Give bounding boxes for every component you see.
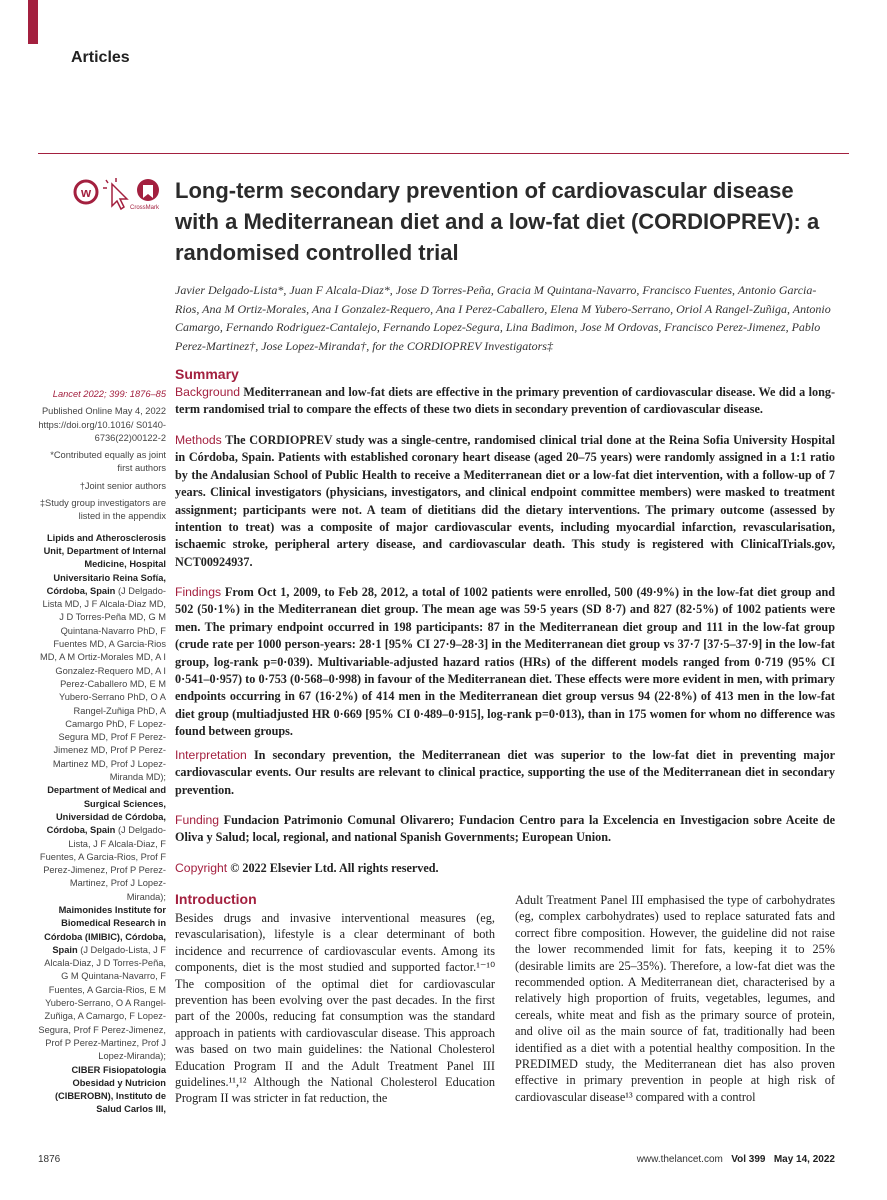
affiliation-4 xyxy=(38,1064,166,1117)
journal-site-link[interactable]: www.thelancet.com xyxy=(636,1154,723,1165)
issue-date: May 14, 2022 xyxy=(773,1154,835,1165)
article-title: Long-term secondary prevention of cardiovascular disease with a Mediterranean diet and a low-fat diet (CORDIOPREV): a randomised controlled trial xyxy=(175,178,820,265)
volume: Vol 399 xyxy=(731,1154,766,1165)
introduction-column-2: Adult Treatment Panel III emphasised the type of carbohydrates (eg, complex carbohydrates) used to replace saturated fats and correct fibre composition. However, the guideline did not raise the lower recommended limit for fats, keeping it to 25% (desirable limits are 25–35%). Therefore, a low-fat diet was the recommended option. A Mediterranean diet, characterised by a relatively high proportion of fruits, vegetables, legumes, and cereals, white meat and fish as the primary source of protein, and olive oil as the main source of fat, traditionally had been identified as a diet with a potential healthy composition. In the PREDIMED study, the Mediterranean diet has also proven effective in primary prevention in people at high risk of cardiovascular disease¹³ compared with a control xyxy=(515,893,835,1104)
findings-paragraph xyxy=(175,584,835,741)
findings-text: From Oct 1, 2009, to Feb 28, 2012, a total of 1002 patients were enrolled, 500 (49·9%) in the low-fat diet group and 502 (50·1%) in the Mediterranean diet group. The mean age was 59·5 years (SD 8·7) and 827 (82·5%) of 1002 patients were men. The primary endpoint occurred in 198 participants: 87 in the Mediterranean diet group and 111 in the low-fat group (crude rate per 1000 person-years: 28·1 [95% CI 27·9–28·3] in the Mediterranean diet group vs 37·7 [37·5–37·9] in the low-fat group, log-rank p=0·039). Multivariable-adjusted hazard ratios (HRs) of the different models ranged from 0·719 (95% CI 0·541–0·957) to 0·753 (0·568–0·998) in favour of the Mediterranean diet. These effects were more evident in men, with primary endpoints occurring in 67 (16·2%) of 414 men in the Mediterranean diet group versus 94 (22·8%) of 413 men in the low-fat diet group (multiadjusted HR 0·669 [95% CI 0·489–0·915], log-rank p=0·013), than in 175 women for whom no difference was found between groups. xyxy=(175,585,836,739)
affiliation-3-name: Maimonides Institute for Biomedical Research in Córdoba (IMIBIC), Córdoba, Spain xyxy=(44,904,166,955)
copyright-paragraph xyxy=(175,860,835,877)
findings-heading: Findings xyxy=(175,585,222,599)
funding-heading: Funding xyxy=(175,813,220,827)
introduction-heading: Introduction xyxy=(175,891,257,907)
joint-senior-note: †Joint senior authors xyxy=(79,480,166,491)
crossmark-label: CrossMark xyxy=(130,205,160,211)
section-color-bar xyxy=(28,0,38,44)
affiliation-1-name: Lipids and Atherosclerosis Unit, Department of Internal Medicine, Hospital Universitario Reina Sofía, Córdoba, Spain xyxy=(43,532,166,596)
affiliation-2-name: Department of Medical and Surgical Sciences, Universidad de Córdoba, Córdoba, Spain xyxy=(46,785,166,836)
open-access-icon[interactable] xyxy=(75,181,97,203)
section-label: Articles xyxy=(71,49,130,66)
author-list: Javier Delgado-Lista*, Juan F Alcala-Diaz*, Jose D Torres-Peña, Gracia M Quintana-Navarro, Francisco Fuentes, Antonio Garcia-Rios, Ana M Ortiz-Morales, Ana I Gonzalez-Requero, Ana I Perez-Caballero, Elena M Yubero-Serrano, Oriol A Rangel-Zuñiga, Antonio Camargo, Fernando Rodriguez-Cantalejo, Fernando Lopez-Segura, Lina Badimon, Jose M Ordovas, Francisco Perez-Jimenez, Pablo Perez-Martinez†, Jose Lopez-Miranda†, for the CORDIOPREV Investigators‡ xyxy=(175,283,831,353)
cursor-click-icon[interactable] xyxy=(103,178,127,209)
background-paragraph xyxy=(175,384,835,419)
copyright-heading: Copyright xyxy=(175,861,228,875)
affiliation-3 xyxy=(38,904,166,1064)
joint-first-note: *Contributed equally as joint first authors xyxy=(50,450,166,474)
affiliation-2-people: (J Delgado-Lista, J F Alcala-Diaz, F Fuentes, A Garcia-Rios, Prof F Perez-Jimenez, Prof P Perez-Martinez, Prof J Lopez-Miranda); xyxy=(39,825,166,902)
doi-link[interactable]: https://doi.org/10.1016/ S0140-6736(22)00122-2 xyxy=(38,419,166,443)
journal-footer xyxy=(637,1154,835,1165)
affiliation-1-people: (J Delgado-Lista MD, J F Alcala-Diaz MD, J D Torres-Peña MD, G M Quintana-Navarro PhD, F Fuentes MD, A Garcia-Rios MD, A M Ortiz-Morales MD, A I Gonzalez-Requero MD, A I Perez-Caballero MD, E M Yubero-Serrano PhD, O A Rangel-Zuñiga PhD, A Camargo PhD, F Lopez-Segura MD, Prof F Perez-Jimenez MD, Prof P Perez-Martinez MD, Prof J Lopez-Miranda MD); xyxy=(39,585,166,783)
affiliation-3-people: (J Delgado-Lista, J F Alcala-Diaz, J D Torres-Peña, G M Quintana-Navarro, F Fuentes, A Garcia-Rios, E M Yubero-Serrano, O A Rangel-Zuñiga, A Camargo, F Lopez-Segura, Prof F Perez-Jimenez, Prof P Perez-Martinez, Prof J Lopez-Miranda); xyxy=(38,944,166,1062)
svg-text:w: w xyxy=(80,185,92,200)
copyright-text: © 2022 Elsevier Ltd. All rights reserved. xyxy=(230,861,439,875)
page-number: 1876 xyxy=(38,1154,61,1165)
affiliation-2 xyxy=(38,784,166,904)
investigators-note: ‡Study group investigators are listed in the appendix xyxy=(39,498,166,522)
methods-heading: Methods xyxy=(175,433,222,447)
introduction-column-1: Besides drugs and invasive interventional measures (eg, revascularisation), lifestyle is a clear determinant of both incidence and recurrence of cardiovascular events. Among its components, diet is the most studied and supported factor.¹⁻¹⁰ The composition of the optimal diet for cardiovascular prevention has been evolving over the past decades. In the first part of the 2000s, reducing fat consumption was the standard approach in patients with cardiovascular disease. This approach was based on two main guidelines: the National Cholesterol Education Program II and the Adult Treatment Panel III guidelines.¹¹,¹² Although the National Cholesterol Education Program II was stricter in fat reduction, the xyxy=(175,911,495,1106)
interpretation-heading: Interpretation xyxy=(175,748,247,762)
header-rule xyxy=(38,153,849,154)
interpretation-paragraph xyxy=(175,747,835,799)
background-heading: Background xyxy=(175,385,241,399)
methods-paragraph xyxy=(175,432,835,571)
citation-block xyxy=(38,388,166,1117)
interpretation-text: In secondary prevention, the Mediterranean diet was superior to the low-fat diet in preventing major cardiovascular events. Our results are relevant to clinical practice, supporting the use of the Mediterranean diet in secondary prevention. xyxy=(175,748,836,797)
funding-paragraph xyxy=(175,812,835,847)
published-online: Published Online May 4, 2022 xyxy=(41,406,166,417)
citation: Lancet 2022; 399: 1876–85 xyxy=(52,389,166,399)
affiliation-1 xyxy=(38,532,166,785)
methods-text: The CORDIOPREV study was a single-centre, randomised clinical trial done at the Reina Sofia University Hospital in Córdoba, Spain. Patients with established coronary heart disease (aged 20–75 years) were randomly assigned in a 1:1 ratio by the Andalusian School of Public Health to receive a Mediterranean diet or a low-fat diet intervention, with a follow-up of 7 years. Clinical investigators (physicians, investigators, and clinical endpoint committee members) were masked to treatment assignment; participants were not. A team of dietitians did the dietary interventions. The primary outcome (assessed by intention to treat) was a composite of major cardiovascular events, including myocardial infarction, revascularisation, ischaemic stroke, peripheral artery disease, and cardiovascular death. This study is registered with ClinicalTrials.gov, NCT00924937. xyxy=(175,433,835,569)
crossmark-icon[interactable] xyxy=(137,179,159,201)
summary-heading: Summary xyxy=(175,366,239,382)
funding-text: Fundacion Patrimonio Comunal Olivarero; Fundacion Centro para la Excelencia en Investigacion sobre Aceite de Oliva y Salud; local, regional, and national Spanish Governments; European Union. xyxy=(175,813,836,845)
background-text: Mediterranean and low-fat diets are effective in the primary prevention of cardiovascular disease. We did a long-term randomised trial to compare the effects of these two diets in secondary prevention of cardiovascular disease. xyxy=(175,385,836,417)
affiliation-4-name: CIBER Fisiopatologia Obesidad y Nutricion (CIBEROBN), Instituto de Salud Carlos III, xyxy=(54,1064,166,1115)
